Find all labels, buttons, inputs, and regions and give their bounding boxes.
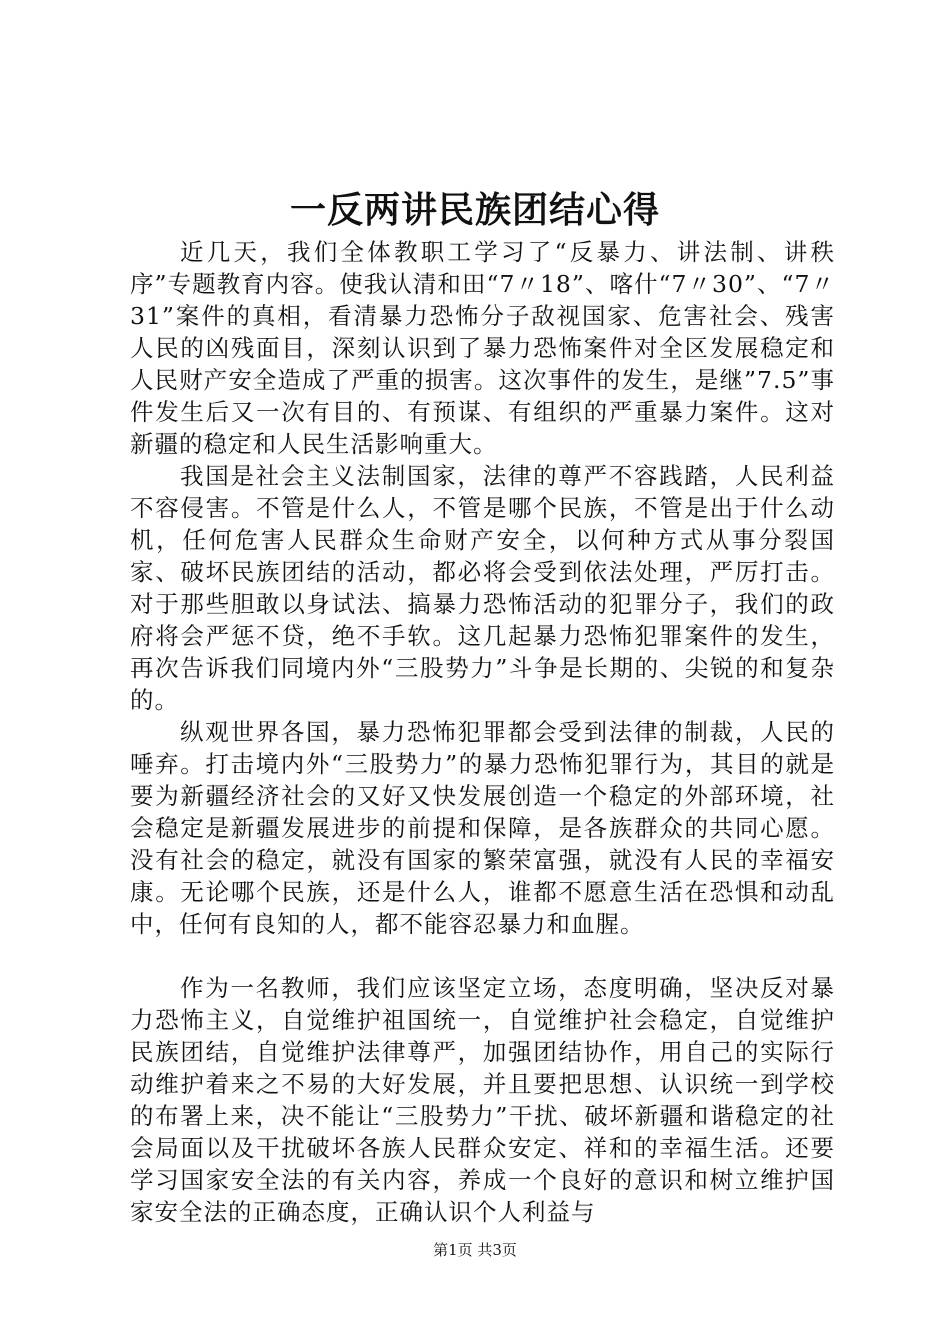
document-title: 一反两讲民族团结心得 (289, 189, 660, 231)
paragraph-1: 近几天，我们全体教职工学习了“反暴力、讲法制、讲秩序”专题教育内容。使我认清和田“7〃18”、喀什“7〃30”、“7〃31”案件的真相，看清暴力恐怖分子敌视国家、危害社会、残害人民的凶残面目，深刻认识到了暴力恐怖案件对全区发展稳定和人民财产安全造成了严重的损害。这次事件的发生，是继”7.5”事件发生后又一次有目的、有预谋、有组织的严重暴力案件。这对新疆的稳定和人民生活影响重大。 (130, 238, 835, 458)
paragraph-4: 作为一名教师，我们应该坚定立场，态度明确，坚决反对暴力恐怖主义，自觉维护祖国统一，自觉维护社会稳定，自觉维护民族团结，自觉维护法律尊严，加强团结协作，用自己的实际行动维护着来之不易的大好发展，并且要把思想、认识统一到学校的布署上来，决不能让“三股势力”干扰、破坏新疆和谐稳定的社会局面以及干扰破坏各族人民群众安定、祥和的幸福生活。还要学习国家安全法的有关内容，养成一个良好的意识和树立维护国家安全法的正确态度，正确认识个人利益与 (130, 974, 835, 1226)
page-footer: 第1页 共3页 (433, 1241, 517, 1259)
paragraph-2: 我国是社会主义法制国家，法律的尊严不容践踏，人民利益不容侵害。不管是什么人，不管是哪个民族，不管是出于什么动机，任何危害人民群众生命财产安全，以何种方式从事分裂国家、破坏民族团结的活动，都必将会受到依法处理，严厉打击。对于那些胆敢以身试法、搞暴力恐怖活动的犯罪分子，我们的政府将会严惩不贷，绝不手软。这几起暴力恐怖犯罪案件的发生，再次告诉我们同境内外“三股势力”斗争是长期的、尖锐的和复杂的。 (130, 462, 835, 714)
paragraph-gap (130, 940, 835, 972)
document-body (130, 236, 835, 1228)
paragraph-3: 纵观世界各国，暴力恐怖犯罪都会受到法律的制裁，人民的唾弃。打击境内外“三股势力”的暴力恐怖犯罪行为，其目的就是要为新疆经济社会的又好又快发展创造一个稳定的外部环境，社会稳定是新疆发展进步的前提和保障，是各族群众的共同心愿。没有社会的稳定，就没有国家的繁荣富强，就没有人民的幸福安康。无论哪个民族，还是什么人，谁都不愿意生活在恐惧和动乱中，任何有良知的人，都不能容忍暴力和血腥。 (130, 718, 835, 938)
